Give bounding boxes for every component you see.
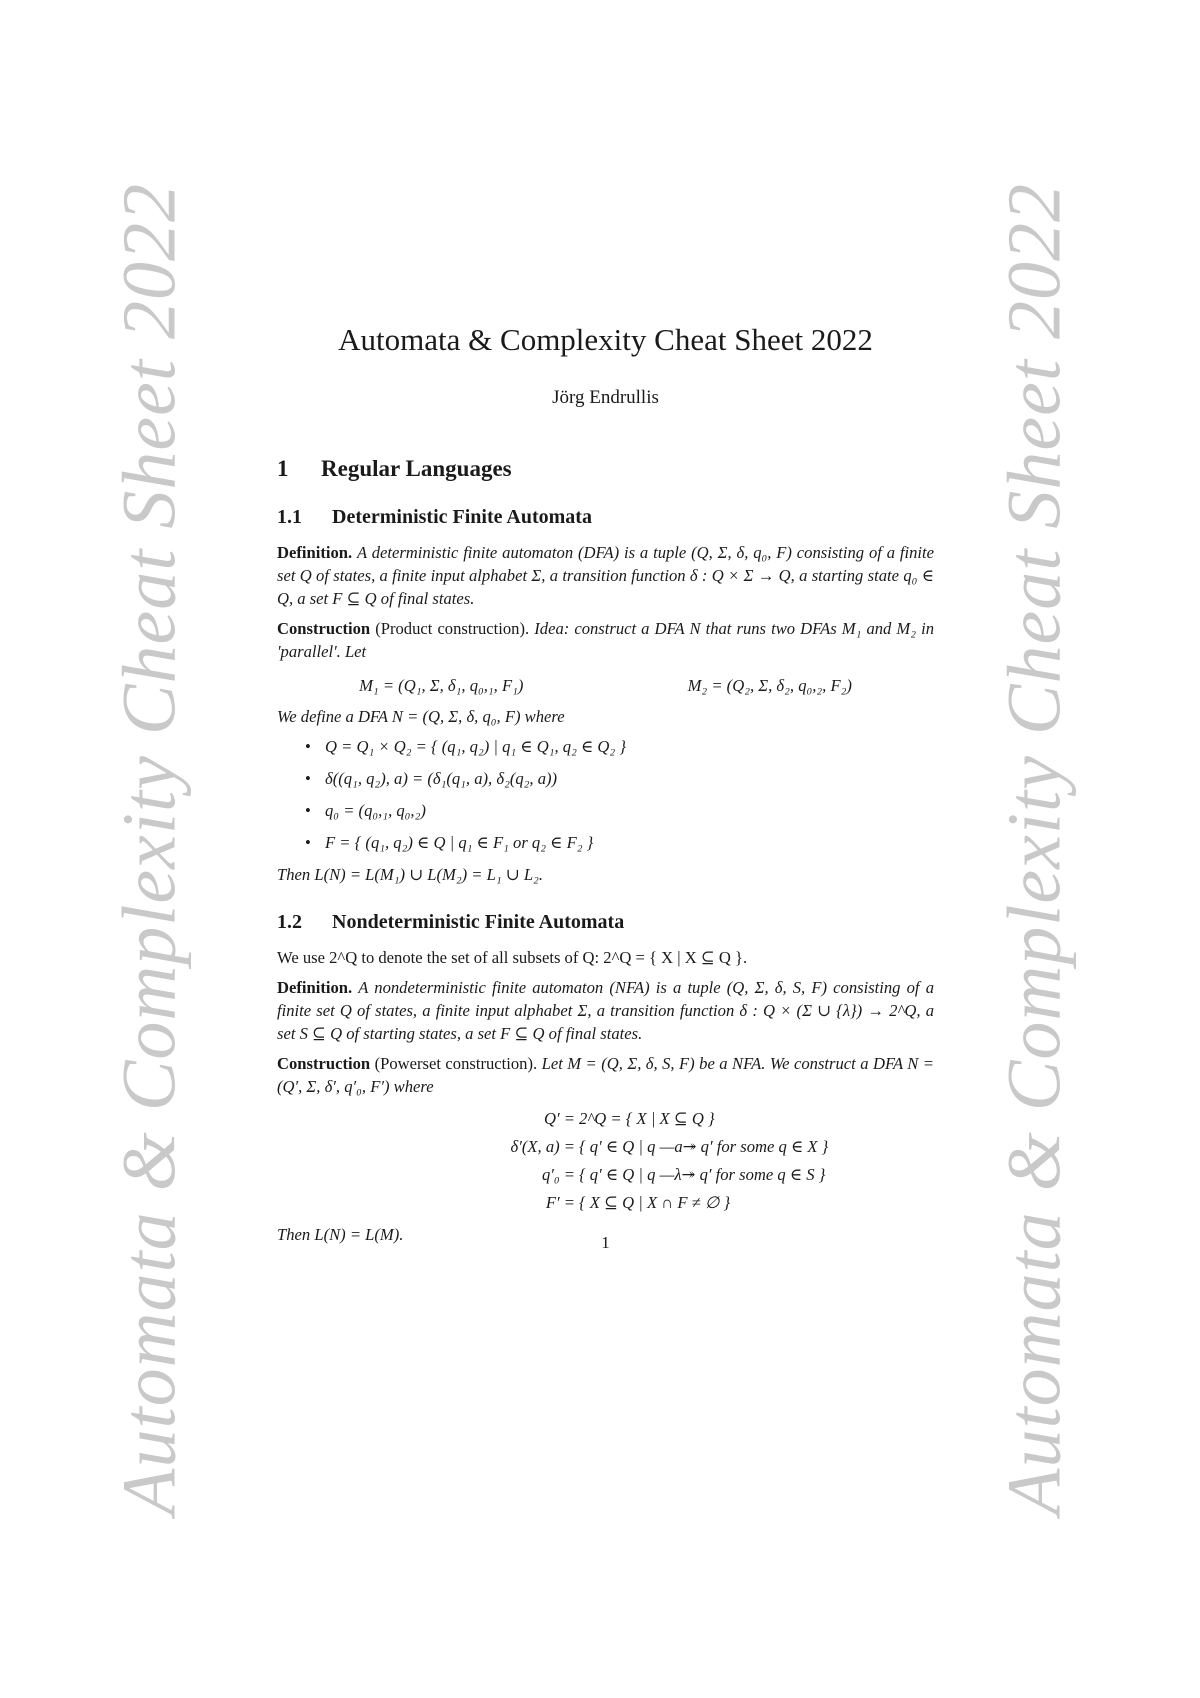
equation-row xyxy=(277,1189,934,1217)
definition-label: Definition. xyxy=(277,543,353,562)
list-item: • Q = Q₁ × Q₂ = { (q₁, q₂) | q₁ ∈ Q₁, q₂ ∈ Q₂ } xyxy=(325,735,934,758)
construction-text: Let M = (Q, Σ, δ, S, F) be a NFA. We construct a DFA N = (Q′, Σ, δ′, q′₀, F′) where xyxy=(277,1054,934,1096)
equation-row xyxy=(277,1133,934,1161)
page-number: 1 xyxy=(601,1233,610,1252)
watermark-right: Automata & Complexity Cheat Sheet 2022 xyxy=(992,183,1077,1515)
equation-lhs: F′ = xyxy=(545,1193,575,1212)
equation-lhs: δ′(X, a) = xyxy=(510,1137,575,1156)
watermark-left: Automata & Complexity Cheat Sheet 2022 xyxy=(107,183,192,1515)
subsection-title: Deterministic Finite Automata xyxy=(332,506,592,528)
conclusion-text: Then L(N) = L(M₁) ∪ L(M₂) = L₁ ∪ L₂. xyxy=(277,865,543,884)
construction-name: (Product construction). xyxy=(375,619,530,638)
equation-rhs: { q′ ∈ Q | q —a↠ q′ for some q ∈ X } xyxy=(579,1137,829,1156)
powerset-intro: We use 2^Q to denote the set of all subsets of Q: 2^Q = { X | X ⊆ Q }. xyxy=(277,948,748,967)
equation-lhs: q′₀ = xyxy=(541,1165,575,1184)
equation-rhs: { q′ ∈ Q | q —λ↠ q′ for some q ∈ S } xyxy=(579,1165,826,1184)
document-page xyxy=(277,0,934,1698)
definition-label: Definition. xyxy=(277,978,353,997)
powerset-construction xyxy=(277,1052,934,1098)
m1-definition: M₁ = (Q₁, Σ, δ₁, q₀,₁, F₁) xyxy=(359,676,524,695)
equation-rhs: 2^Q = { X | X ⊆ Q } xyxy=(579,1109,715,1128)
construction-text: Idea: construct a DFA N that runs two DFAs M₁ and M₂ in 'parallel'. Let xyxy=(277,619,935,661)
section-heading xyxy=(277,455,934,483)
product-conclusion xyxy=(277,863,934,886)
m2-definition: M₂ = (Q₂, Σ, δ₂, q₀,₂, F₂) xyxy=(687,676,852,695)
list-item: • δ((q₁, q₂), a) = (δ₁(q₁, a), δ₂(q₂, a)) xyxy=(325,767,934,790)
define-text: We define a DFA N = (Q, Σ, δ, q₀, F) where xyxy=(277,707,565,726)
document-author: Jörg Endrullis xyxy=(552,387,659,408)
define-statement xyxy=(277,705,934,728)
section-number: 1 xyxy=(277,456,289,481)
equation-row xyxy=(277,1161,934,1189)
subsection-heading-nfa xyxy=(277,910,934,934)
equation-rhs: { X ⊆ Q | X ∩ F ≠ ∅ } xyxy=(579,1193,731,1212)
equation-lhs: Q′ = xyxy=(544,1109,575,1128)
document-body xyxy=(277,455,934,1253)
subsection-number: 1.2 xyxy=(277,911,302,933)
conclusion-text: Then L(N) = L(M). xyxy=(277,1225,404,1244)
subsection-number: 1.1 xyxy=(277,506,302,528)
dfa-definition xyxy=(277,541,934,610)
list-item: • q₀ = (q₀,₁, q₀,₂) xyxy=(325,799,934,822)
section-title: Regular Languages xyxy=(321,456,512,481)
product-definition-list xyxy=(277,735,934,854)
document-title: Automata & Complexity Cheat Sheet 2022 xyxy=(338,322,873,357)
list-item: • F = { (q₁, q₂) ∈ Q | q₁ ∈ F₁ or q₂ ∈ F₂ } xyxy=(325,831,934,854)
construction-label: Construction xyxy=(277,1054,371,1073)
automata-pair xyxy=(277,670,934,705)
subsection-heading-dfa xyxy=(277,505,934,529)
product-construction xyxy=(277,617,934,663)
equation-row xyxy=(277,1105,934,1133)
construction-name: (Powerset construction). xyxy=(374,1054,538,1073)
definition-text: A deterministic finite automaton (DFA) is a tuple (Q, Σ, δ, q₀, F) consisting of a finite set Q of states, a finite input alphabet Σ, a transition function δ : Q × Σ → Q, a starting state q₀ ∈ Q, a set F ⊆ Q of final states. xyxy=(277,543,934,608)
nfa-definition xyxy=(277,976,934,1045)
powerset-equations xyxy=(277,1105,934,1217)
construction-label: Construction xyxy=(277,619,371,638)
subsection-title: Nondeterministic Finite Automata xyxy=(332,911,625,933)
definition-text: A nondeterministic finite automaton (NFA) is a tuple (Q, Σ, δ, S, F) consisting of a finite set Q of states, a finite input alphabet Σ, a transition function δ : Q × (Σ ∪ {λ}) → 2^Q, a set S ⊆ Q of starting states, a set F ⊆ Q of final states. xyxy=(277,978,934,1043)
